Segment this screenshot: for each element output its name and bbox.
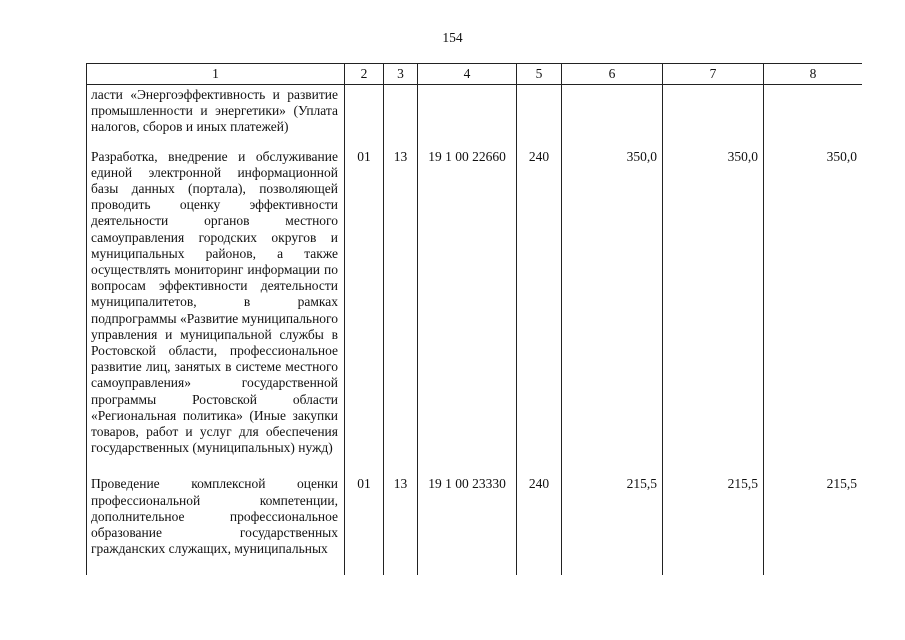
column-number-row	[87, 64, 863, 85]
table-row	[87, 147, 863, 475]
row-description: Проведение комплексной оценки профессиональной компетенции, дополнительное профессиональное образование государственных гражданских служащих, муниципальных	[87, 474, 345, 575]
subsection-code: 13	[384, 147, 418, 475]
page-number: 154	[442, 30, 463, 45]
empty-cell	[345, 85, 384, 147]
empty-cell	[418, 85, 517, 147]
section-code: 01	[345, 147, 384, 475]
column-header: 7	[663, 64, 764, 85]
amount-column-8: 215,5	[764, 474, 863, 575]
amount-column-7: 215,5	[663, 474, 764, 575]
column-header: 1	[87, 64, 345, 85]
section-code: 01	[345, 474, 384, 575]
amount-column-6: 215,5	[562, 474, 663, 575]
column-header: 2	[345, 64, 384, 85]
column-header: 3	[384, 64, 418, 85]
expense-type-code: 240	[517, 147, 562, 475]
column-header: 6	[562, 64, 663, 85]
empty-cell	[764, 85, 863, 147]
empty-cell	[517, 85, 562, 147]
subsection-code: 13	[384, 474, 418, 575]
budget-table	[86, 63, 862, 575]
table-row-continuation	[87, 85, 863, 147]
budget-table-frame	[86, 63, 862, 633]
column-header: 5	[517, 64, 562, 85]
amount-column-7: 350,0	[663, 147, 764, 475]
empty-cell	[562, 85, 663, 147]
target-article-code: 19 1 00 22660	[418, 147, 517, 475]
empty-cell	[663, 85, 764, 147]
expense-type-code: 240	[517, 474, 562, 575]
table-row	[87, 474, 863, 575]
amount-column-6: 350,0	[562, 147, 663, 475]
target-article-code: 19 1 00 23330	[418, 474, 517, 575]
empty-cell	[384, 85, 418, 147]
row-description: Разработка, внедрение и обслуживание единой электронной информационной базы данных (портала), позволяющей проводить оценку эффективности деятельности органов местного самоуправления городских округов и муниципальных районов, а также осуществлять мониторинг информации по вопросам эффективности деятельности муниципалитетов, в рамках подпрограммы «Развитие муниципального управления и муниципальной службы в Ростовской области, профессиональное развитие лиц, занятых в системе местного самоуправления» государственной программы Ростовской области «Региональная политика» (Иные закупки товаров, работ и услуг для обеспечения государственных (муниципальных) нужд)	[87, 147, 345, 475]
amount-column-8: 350,0	[764, 147, 863, 475]
column-header: 4	[418, 64, 517, 85]
column-header: 8	[764, 64, 863, 85]
row-description: ласти «Энергоэффективность и развитие промышленности и энергетики» (Уплата налогов, сборов и иных платежей)	[87, 85, 345, 147]
